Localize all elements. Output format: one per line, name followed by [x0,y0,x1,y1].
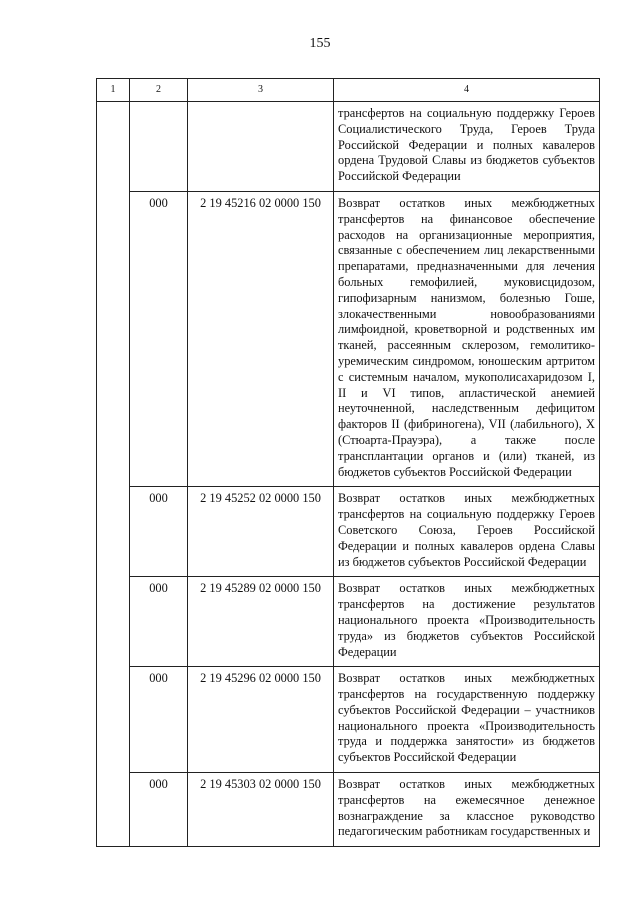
row-cell-budget-code [188,102,334,192]
table-row [97,102,600,192]
row-cell-budget-code: 2 19 45303 02 0000 150 [188,773,334,847]
row-cell-description: Возврат остатков иных межбюджетных трансфертов на финансовое обеспечение расходов на организационные мероприятия, связанные с обеспечением лиц лекарственными препаратами, предназначенными для лечения больных гемофилией, муковисцидозом, гипофизарным нанизмом, болезнью Гоше, злокачественными новообразованиями лимфоидной, кроветворной и родственных им тканей, рассеянным склерозом, гемолитико-уремическим синдромом, юношеским артритом с системным началом, мукополисахаридозом I, II и VI типов, апластической анемией неуточненной, наследственным дефицитом факторов II (фибриногена), VII (лабильного), X (Стюарта-Прауэра), а также после трансплантации органов и (или) тканей, из бюджетов субъектов Российской Федерации [334,191,600,486]
row-cell-description: трансфертов на социальную поддержку Героев Социалистического Труда, Героев Труда Российской Федерации и полных кавалеров ордена Трудовой Славы из бюджетов субъектов Российской Федерации [334,102,600,192]
row-cell-budget-code: 2 19 45216 02 0000 150 [188,191,334,486]
row-cell-description: Возврат остатков иных межбюджетных трансфертов на достижение результатов национального проекта «Производительность труда» из бюджетов субъектов Российской Федерации [334,577,600,667]
column-header-4: 4 [334,79,600,102]
page-number: 155 [309,36,331,51]
row-cell-budget-code: 2 19 45252 02 0000 150 [188,487,334,577]
row-cell-description: Возврат остатков иных межбюджетных трансфертов на социальную поддержку Героев Советского Союза, Героев Российской Федерации и полных кавалеров ордена Славы из бюджетов субъектов Российской Федерации [334,487,600,577]
column-header-2: 2 [130,79,188,102]
row-cell-admin-code: 000 [130,577,188,667]
column-header-1: 1 [97,79,130,102]
row-cell-admin-code: 000 [130,191,188,486]
table-row [97,667,600,773]
row-cell-description: Возврат остатков иных межбюджетных трансфертов на государственную поддержку субъектов Российской Федерации – участников национального проекта «Производительность труда и поддержка занятости» из бюджетов субъектов Российской Федерации [334,667,600,773]
budget-code-table [96,78,600,847]
row-cell-description: Возврат остатков иных межбюджетных трансфертов на ежемесячное денежное вознаграждение за классное руководство педагогическим работникам государственных и [334,773,600,847]
table-header-row [97,79,600,102]
table-row [97,773,600,847]
row-cell-budget-code: 2 19 45289 02 0000 150 [188,577,334,667]
table-row [97,191,600,486]
row-cell-admin-code [130,102,188,192]
column-header-3: 3 [188,79,334,102]
table-row [97,577,600,667]
row-cell-admin-code: 000 [130,667,188,773]
row-cell-col1 [97,102,130,847]
table-row [97,487,600,577]
row-cell-admin-code: 000 [130,487,188,577]
row-cell-budget-code: 2 19 45296 02 0000 150 [188,667,334,773]
row-cell-admin-code: 000 [130,773,188,847]
